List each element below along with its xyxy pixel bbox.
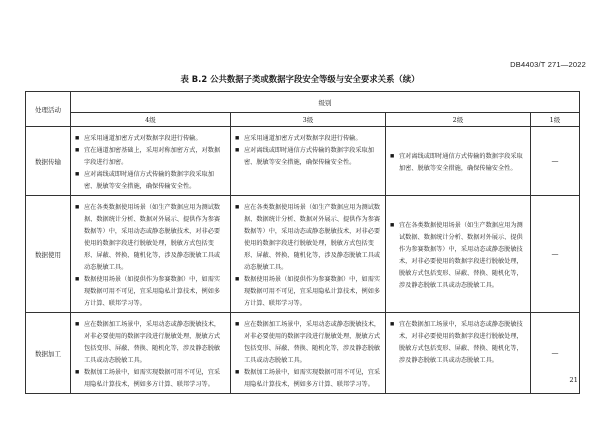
header-level-1: 1级 bbox=[531, 113, 580, 127]
table-title: 表 B.2 公共数据子类或数据字段安全等级与安全要求关系（续） bbox=[180, 74, 420, 84]
table-row bbox=[26, 127, 580, 196]
requirement-item: ■ 宜对离线或即时通信方式传输的数据字段采取加密、脱敏等安全措施，确保传输安全性。 bbox=[390, 151, 526, 175]
requirement-item: ■ 数据加工场景中，如需实现数据可用不可见，宜采用隐私计算技术，例如多方计算、联邦学习等。 bbox=[235, 367, 381, 391]
level-4-cell bbox=[71, 313, 231, 394]
requirement-item: ■ 数据加工场景中，如需实现数据可用不可见，宜采用隐私计算技术，例如多方计算、联邦学习等。 bbox=[75, 367, 226, 391]
requirement-item: ■ 应在数据加工场景中，采用动态或静态脱敏技术，对非必要使用的数据字段进行脱敏处理，脱敏方式包括变形、屏蔽、替换、随机化等，涉及静态脱敏工具或动态脱敏工具。 bbox=[235, 319, 381, 367]
level-3-cell bbox=[231, 313, 386, 394]
activity-cell: 数据加工 bbox=[26, 313, 71, 394]
level-4-cell bbox=[71, 127, 231, 196]
level-1-cell: — bbox=[531, 127, 580, 196]
table-row bbox=[26, 313, 580, 394]
requirement-item: ■ 数据使用场景（如提供作为参赛数据）中，如需实现数据可用不可见，宜采用隐私计算技术，例如多方计算、联邦学习等。 bbox=[75, 274, 226, 310]
requirement-item: ■ 数据使用场景（如提供作为参赛数据）中，如需实现数据可用不可见，宜采用隐私计算技术，例如多方计算、联邦学习等。 bbox=[235, 274, 381, 310]
header-level-2: 2级 bbox=[386, 113, 531, 127]
level-4-cell bbox=[71, 196, 231, 313]
header-level-group: 级别 bbox=[71, 92, 580, 113]
level-1-cell: — bbox=[531, 196, 580, 313]
level-2-cell bbox=[386, 196, 531, 313]
requirement-item: ■ 应采用通道加密方式对数据字段进行传输。 bbox=[235, 133, 381, 145]
security-requirements-table bbox=[25, 91, 580, 394]
requirement-item: ■ 应对离线或即时通信方式传输的数据字段采取加密、脱敏等安全措施，确保传输安全性。 bbox=[235, 145, 381, 169]
requirement-item: ■ 宜在各类数据使用场景（如生产数据应用为测试数据、数据统计分析、数据对外展示、提供作为参赛数据等）中，采用动态或静态脱敏技术，对非必要使用的数据字段进行脱敏处理，脱敏方式包括变形、屏蔽、替换、随机化等，涉及静态脱敏工具或动态脱敏工具。 bbox=[390, 220, 526, 292]
requirement-item: ■ 应在各类数据使用场景（如生产数据应用为测试数据、数据统计分析、数据对外展示、提供作为参赛数据等）中，采用动态或静态脱敏技术，对非必要使用的数据字段进行脱敏处理，脱敏方式包括变形、屏蔽、替换、随机化等，涉及静态脱敏工具或动态脱敏工具。 bbox=[235, 202, 381, 274]
header-activity: 处理活动 bbox=[26, 92, 71, 127]
level-1-cell: — bbox=[531, 313, 580, 394]
requirement-item: ■ 应在数据加工场景中，采用动态或静态脱敏技术，对非必要使用的数据字段进行脱敏处理，脱敏方式包括变形、屏蔽、替换、随机化等，涉及静态脱敏工具或动态脱敏工具。 bbox=[75, 319, 226, 367]
level-3-cell bbox=[231, 196, 386, 313]
table-row bbox=[26, 196, 580, 313]
level-2-cell bbox=[386, 313, 531, 394]
requirement-item: ■ 应采用通道加密方式对数据字段进行传输。 bbox=[75, 133, 226, 145]
activity-cell: 数据传输 bbox=[26, 127, 71, 196]
level-3-cell bbox=[231, 127, 386, 196]
document-code: DB4403/T 271—2022 bbox=[510, 60, 586, 69]
requirement-item: ■ 宜在通道加密基础上，采用对称加密方式，对数据字段进行加密。 bbox=[75, 145, 226, 169]
level-2-cell bbox=[386, 127, 531, 196]
page-number: 21 bbox=[569, 376, 578, 384]
header-level-3: 3级 bbox=[231, 113, 386, 127]
requirement-item: ■ 宜在数据加工场景中，采用动态或静态脱敏技术，对非必要使用的数据字段进行脱敏处理，脱敏方式包括变形、屏蔽、替换、随机化等，涉及静态脱敏工具或动态脱敏工具。 bbox=[390, 319, 526, 367]
header-level-4: 4级 bbox=[71, 113, 231, 127]
requirement-item: ■ 应在各类数据使用场景（如生产数据应用为测试数据、数据统计分析、数据对外展示、提供作为参赛数据等）中，采用动态或静态脱敏技术，对非必要使用的数据字段进行脱敏处理，脱敏方式包括变形、屏蔽、替换、随机化等，涉及静态脱敏工具或动态脱敏工具。 bbox=[75, 202, 226, 274]
activity-cell: 数据使用 bbox=[26, 196, 71, 313]
requirement-item: ■ 应对离线或即时通信方式传输的数据字段采取加密、脱敏等安全措施，确保传输安全性。 bbox=[75, 169, 226, 193]
